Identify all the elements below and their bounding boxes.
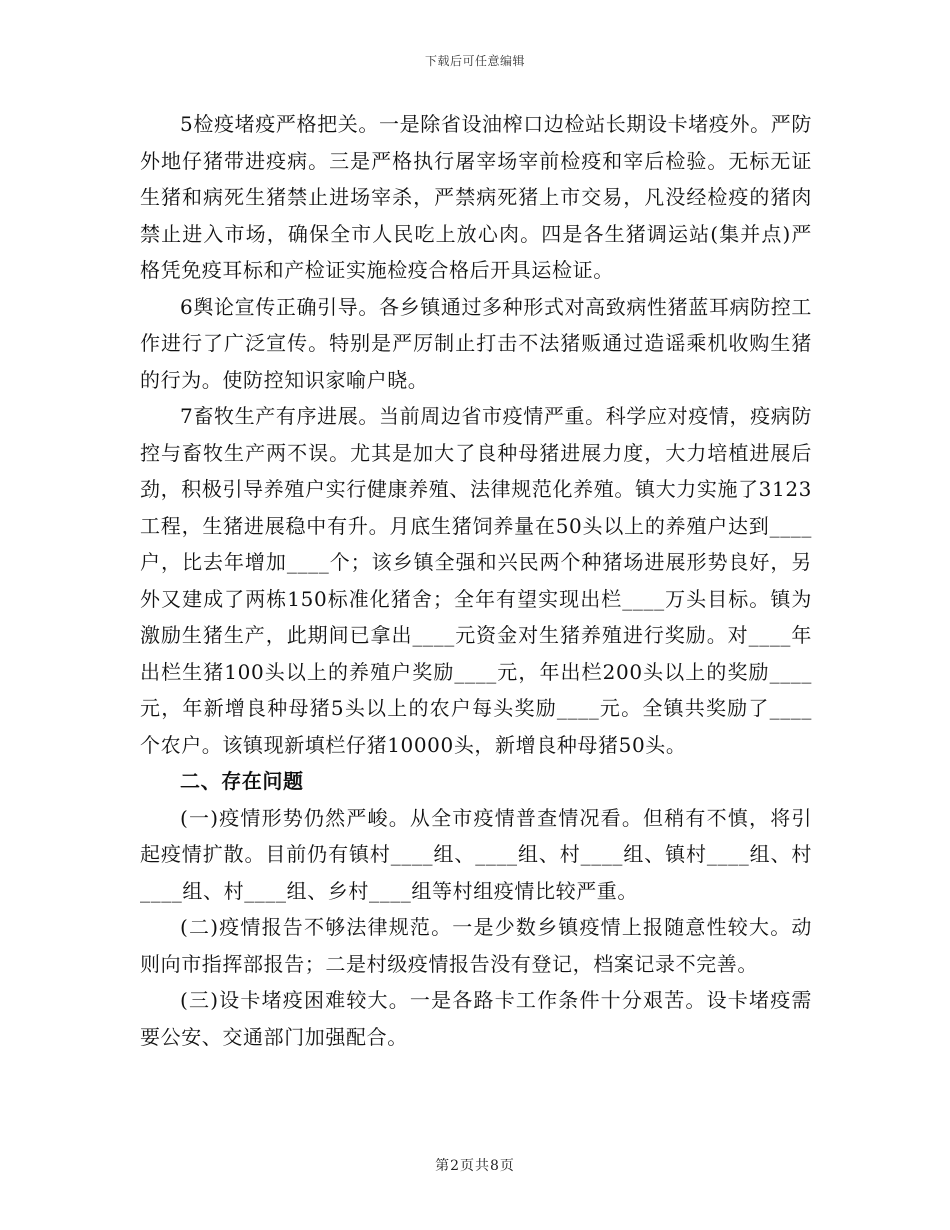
page-number: 第2页共8页 <box>435 1158 515 1174</box>
paragraph-problem-2: (二)疫情报告不够法律规范。一是少数乡镇疫情上报随意性较大。动则向市指挥部报告；二是村级疫情报告没有登记，档案记录不完善。 <box>140 915 812 976</box>
page-header: 下载后可任意编辑 <box>424 54 525 68</box>
paragraph-publicity: 6舆论宣传正确引导。各乡镇通过多种形式对高致病性猪蓝耳病防控工作进行了广泛宣传。特别是严厉制止打击不法猪贩通过造谣乘机收购生猪的行为。使防控知识家喻户晓。 <box>140 294 812 392</box>
paragraph-inspection: 5检疫堵疫严格把关。一是除省设油榨口边检站长期设卡堵疫外。严防外地仔猪带进疫病。三是严格执行屠宰场宰前检疫和宰后检验。无标无证生猪和病死生猪禁止进场宰杀，严禁病死猪上市交易，凡没经检疫的猪肉禁止进入市场，确保全市人民吃上放心肉。四是各生猪调运站(集并点)严格凭免疫耳标和产检证实施检疫合格后开具运检证。 <box>140 112 812 282</box>
document-body <box>140 106 812 1055</box>
section-heading-problems: 二、存在问题 <box>180 769 304 793</box>
paragraph-problem-1: (一)疫情形势仍然严峻。从全市疫情普查情况看。但稍有不慎，将引起疫情扩散。目前仍有镇村____组、____组、村____组、镇村____组、村____组、村____组、乡村____组等村组疫情比较严重。 <box>140 805 812 903</box>
paragraph-livestock-production: 7畜牧生产有序进展。当前周边省市疫情严重。科学应对疫情，疫病防控与畜牧生产两不误。尤其是加大了良种母猪进展力度，大力培植进展后劲，积极引导养殖户实行健康养殖、法律规范化养殖。镇大力实施了3123工程，生猪进展稳中有升。月底生猪饲养量在50头以上的养殖户达到____户，比去年增加____个；该乡镇全强和兴民两个种猪场进展形势良好，另外又建成了两栋150标准化猪舍；全年有望实现出栏____万头目标。镇为激励生猪生产，此期间已拿出____元资金对生猪养殖进行奖励。对____年出栏生猪100头以上的养殖户奖励____元，年出栏200头以上的奖励____元，年新增良种母猪5头以上的农户每头奖励____元。全镇共奖励了____个农户。该镇现新填栏仔猪10000头，新增良种母猪50头。 <box>140 404 812 757</box>
paragraph-problem-3: (三)设卡堵疫困难较大。一是各路卡工作条件十分艰苦。设卡堵疫需要公安、交通部门加强配合。 <box>140 988 812 1049</box>
